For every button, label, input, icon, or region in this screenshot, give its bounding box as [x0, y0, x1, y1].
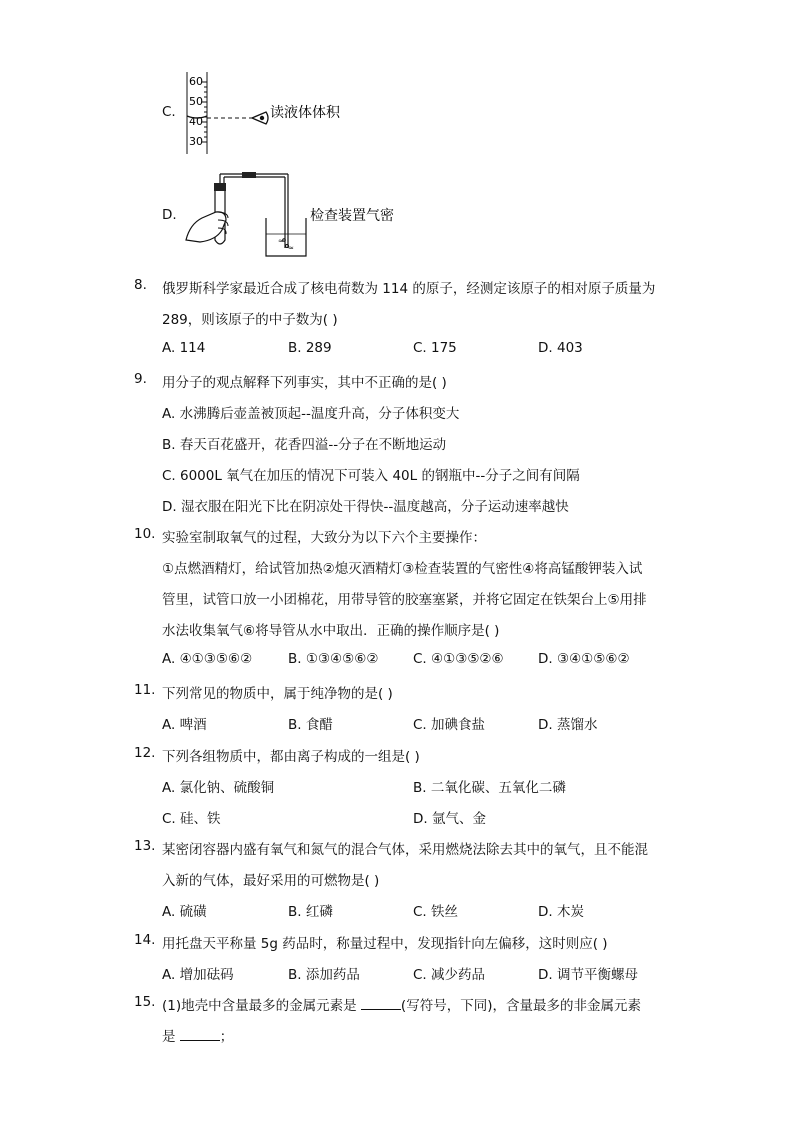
- tick-60: 60: [189, 75, 203, 88]
- option-c: C. 加碘食盐: [413, 717, 486, 733]
- question-15-text-d: ；: [219, 1029, 234, 1045]
- option-c: C. 175: [413, 340, 457, 356]
- option-b: B. 289: [288, 340, 332, 356]
- question-number: 8.: [134, 277, 147, 293]
- option-d-label: D.: [162, 207, 177, 223]
- option-a: A. 增加砝码: [162, 967, 234, 983]
- question-13-stem-cont: 入新的气体，最好采用的可燃物是( ): [162, 873, 380, 889]
- question-15-text-b: (写符号，下同)，含量最多的非金属元素: [400, 998, 641, 1014]
- question-15-part2: [162, 1025, 233, 1045]
- question-number: 13.: [134, 838, 156, 854]
- option-c-label: C.: [162, 104, 176, 120]
- answer-blank[interactable]: [180, 1028, 220, 1041]
- option-c: C. ④①③⑤②⑥: [413, 651, 504, 667]
- option-d: D. ③④①⑤⑥②: [538, 651, 630, 667]
- option-d: D. 湿衣服在阳光下比在阴凉处干得快--温度越高，分子运动速率越快: [162, 499, 569, 515]
- question-8-stem-cont: 289，则该原子的中子数为( ): [162, 312, 338, 328]
- question-8-stem: 俄罗斯科学家最近合成了核电荷数为 114 的原子，经测定该原子的相对原子质量为: [162, 281, 656, 297]
- option-b: B. 食醋: [288, 717, 333, 733]
- question-9-stem: 用分子的观点解释下列事实，其中不正确的是( ): [162, 375, 447, 391]
- cylinder-reading-figure: [180, 70, 350, 158]
- question-14-stem: 用托盘天平称量 5g 药品时，称量过程中，发现指针向左偏移，这时则应( ): [162, 936, 608, 952]
- option-b: B. 红磷: [288, 904, 333, 920]
- answer-blank[interactable]: [361, 997, 401, 1010]
- airtightness-figure: [180, 168, 410, 260]
- tick-30: 30: [189, 135, 203, 148]
- option-c: C. 硅、铁: [162, 811, 221, 827]
- question-10-steps-3: 水法收集氧气⑥将导管从水中取出．正确的操作顺序是( ): [162, 623, 500, 639]
- option-a: A. 水沸腾后壶盖被顶起--温度升高，分子体积变大: [162, 406, 460, 422]
- question-number: 12.: [134, 745, 156, 761]
- option-d: D. 403: [538, 340, 583, 356]
- question-number: 14.: [134, 932, 156, 948]
- option-a: A. 啤酒: [162, 717, 207, 733]
- question-15-text-a: (1)地壳中含量最多的金属元素是: [162, 998, 361, 1014]
- tick-50: 50: [189, 95, 203, 108]
- eye-icon: [252, 112, 268, 124]
- question-15-part1: [162, 994, 641, 1014]
- question-number: 10.: [134, 526, 156, 542]
- svg-text:≈: ≈: [288, 244, 294, 252]
- question-13-stem: 某密闭容器内盛有氧气和氮气的混合气体，采用燃烧法除去其中的氧气，且不能混: [162, 842, 648, 858]
- option-b: B. 二氧化碳、五氧化二磷: [413, 780, 566, 796]
- option-b: B. ①③④⑤⑥②: [288, 651, 379, 667]
- question-15-text-c: 是: [162, 1029, 180, 1045]
- option-a: A. ④①③⑤⑥②: [162, 651, 253, 667]
- option-a: A. 114: [162, 340, 206, 356]
- option-d: D. 蒸馏水: [538, 717, 598, 733]
- option-b: B. 春天百花盛开，花香四溢--分子在不断地运动: [162, 437, 447, 453]
- question-number: 15.: [134, 994, 156, 1010]
- svg-text:≈: ≈: [278, 237, 284, 245]
- question-12-stem: 下列各组物质中，都由离子构成的一组是( ): [162, 749, 420, 765]
- option-b: B. 添加药品: [288, 967, 360, 983]
- option-a: A. 硫磺: [162, 904, 207, 920]
- figure-c-caption: 读液体体积: [270, 105, 340, 121]
- option-a: A. 氯化钠、硫酸铜: [162, 780, 275, 796]
- question-number: 9.: [134, 371, 147, 387]
- question-10-steps-1: ①点燃酒精灯，给试管加热②熄灭酒精灯③检查装置的气密性④将高锰酸钾装入试: [162, 561, 643, 577]
- option-c: C. 铁丝: [413, 904, 459, 920]
- figure-d-caption: 检查装置气密: [310, 208, 394, 224]
- option-d: D. 氩气、金: [413, 811, 486, 827]
- option-c: C. 6000L 氧气在加压的情况下可装入 40L 的钢瓶中--分子之间有间隔: [162, 468, 580, 484]
- question-10-steps-2: 管里，试管口放一小团棉花，用带导管的胶塞塞紧，并将它固定在铁架台上⑤用排: [162, 592, 647, 608]
- question-11-stem: 下列常见的物质中，属于纯净物的是( ): [162, 686, 393, 702]
- tick-40: 40: [189, 115, 203, 128]
- question-number: 11.: [134, 682, 156, 698]
- question-10-stem: 实验室制取氧气的过程，大致分为以下六个主要操作：: [162, 530, 486, 546]
- option-c: C. 减少药品: [413, 967, 486, 983]
- option-d: D. 调节平衡螺母: [538, 967, 638, 983]
- option-d: D. 木炭: [538, 904, 584, 920]
